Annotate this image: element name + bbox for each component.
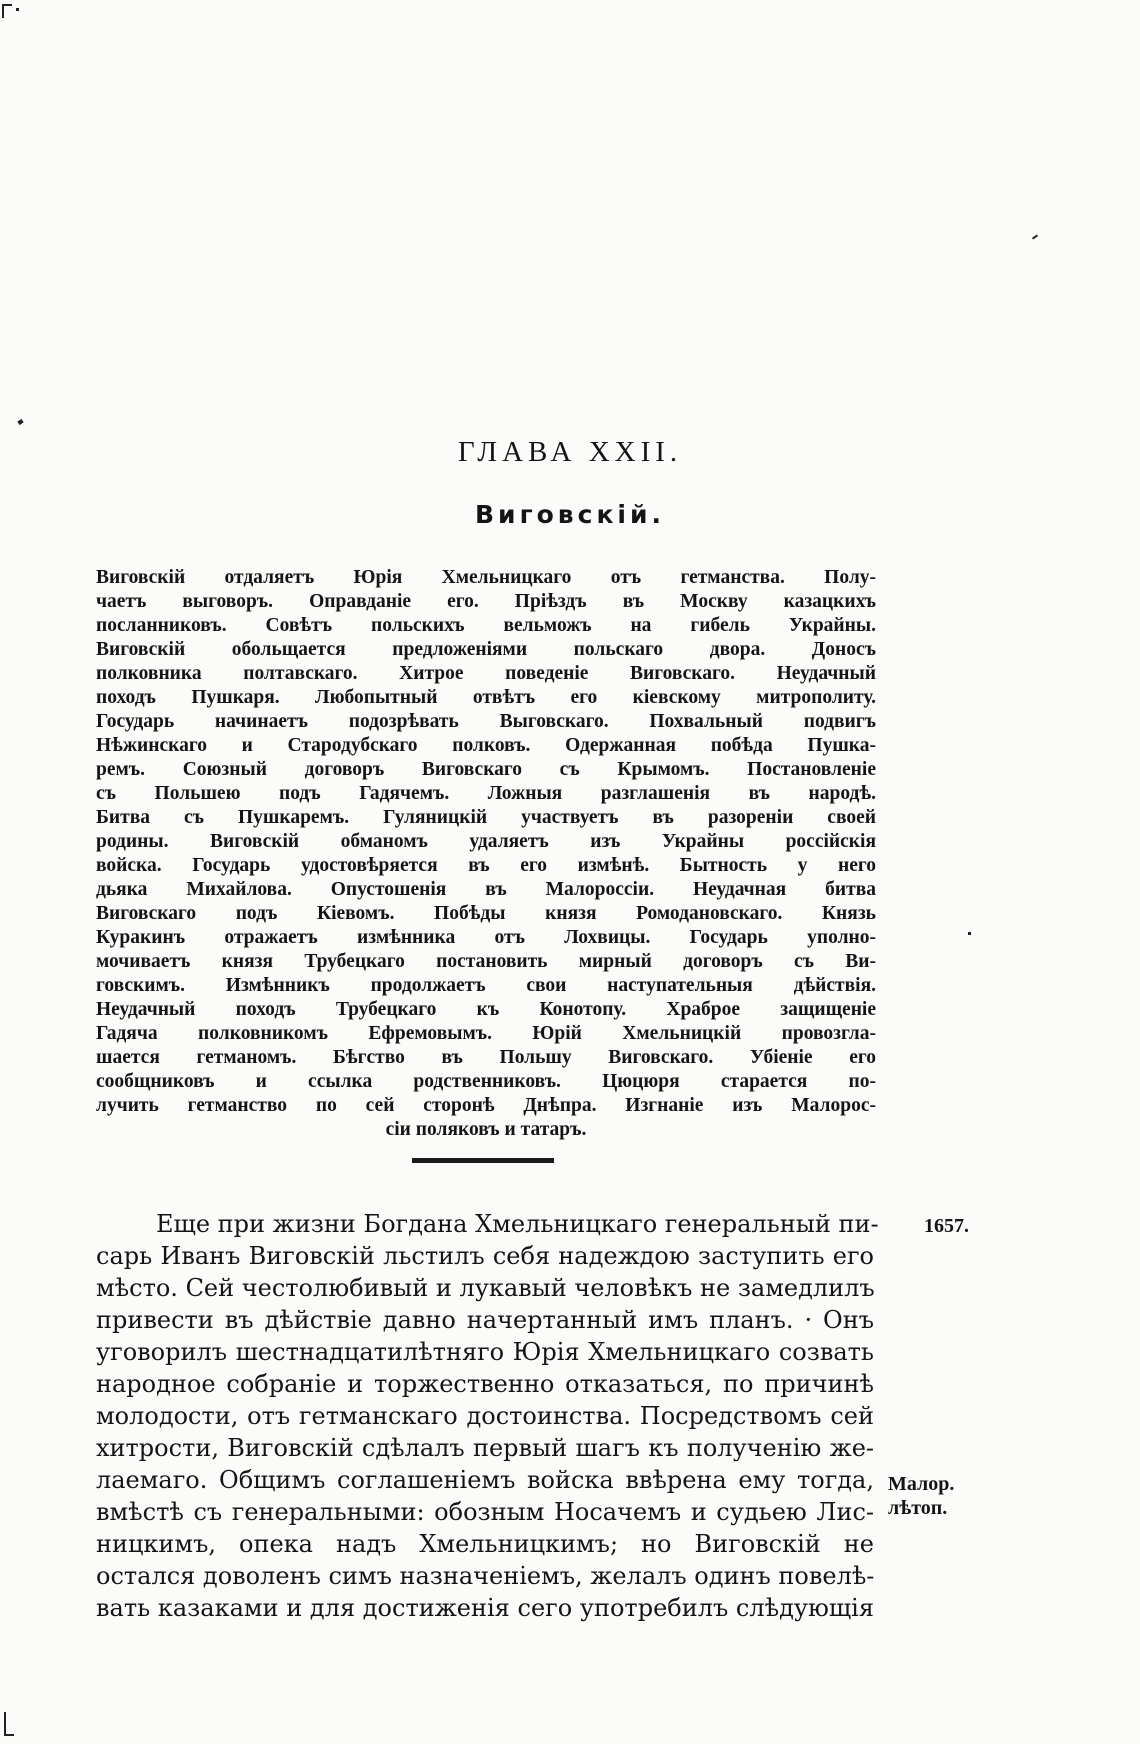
body-line: ницкимъ, опека надъ Хмельницкимъ; но Виговскій не xyxy=(96,1530,874,1558)
scan-speck xyxy=(16,8,19,11)
body-line: уговорилъ шестнадцатилѣтняго Юрія Хмельницкаго созвать xyxy=(96,1338,874,1366)
summary-line: чаетъ выговоръ. Оправданіе его. Пріѣздъ въ Москву казацкихъ xyxy=(96,591,876,612)
margin-year: 1657. xyxy=(924,1215,969,1237)
body-line: вать казаками и для достиженія сего употребилъ слѣдующія xyxy=(96,1594,874,1622)
summary-line: съ Польшею подъ Гадячемъ. Ложныя разглашенія въ народѣ. xyxy=(96,783,876,804)
summary-line: дьяка Михайлова. Опустошенія въ Малороссіи. Неудачная битва xyxy=(96,879,876,900)
summary-line: родины. Виговскій обманомъ удаляетъ изъ Украйны россійскія xyxy=(96,831,876,852)
scan-speck xyxy=(17,419,23,425)
scan-speck xyxy=(4,1712,6,1736)
body-line: вмѣстѣ съ генеральными: обозным Носачемъ и судьею Лис- xyxy=(96,1498,874,1526)
body-line: народное собраніе и торжественно отказаться, по причинѣ xyxy=(96,1370,874,1398)
summary-line: Виговскій обольщается предложеніями польскаго двора. Доносъ xyxy=(96,639,876,660)
body-line: молодости, отъ гетманскаго достоинства. Посредствомъ сей xyxy=(96,1402,874,1430)
body-line: привести въ дѣйствіе давно начертанный имъ планъ. · Онъ xyxy=(96,1306,874,1334)
scan-speck xyxy=(4,1734,14,1736)
summary-line: Гадяча полковникомъ Ефремовымъ. Юрій Хмельницкій провозгла- xyxy=(96,1023,876,1044)
body-line: Еще при жизни Богдана Хмельницкаго генеральный пи- xyxy=(156,1210,879,1238)
body-line: мѣсто. Сей честолюбивый и лукавый человѣкъ не замедлилъ xyxy=(96,1274,875,1302)
summary-line: шается гетманомъ. Бѣгство въ Польшу Виговскаго. Убіеніе его xyxy=(96,1047,876,1068)
summary-line: ремъ. Союзный договоръ Виговскаго съ Крымомъ. Постановленіе xyxy=(96,759,876,780)
summary-line: полковника полтавскаго. Хитрое поведеніе Виговскаго. Неудачный xyxy=(96,663,876,684)
summary-line: Виговскій отдаляетъ Юрія Хмельницкаго отъ гетманства. Полу- xyxy=(96,567,876,588)
summary-line: сіи поляковъ и татаръ. xyxy=(385,1119,587,1140)
summary-line: походъ Пушкаря. Любопытный отвѣтъ его кіевскому митрополиту. xyxy=(96,687,876,708)
summary-line: посланниковъ. Совѣтъ польскихъ вельможъ на гибель Украйны. xyxy=(96,615,876,636)
margin-source-line-1: Малор. xyxy=(888,1473,955,1495)
body-line: хитрости, Виговскій сдѣлалъ первый шагъ къ полученію же- xyxy=(96,1434,874,1462)
body-line: сарь Иванъ Виговскій льстилъ себя надеждою заступить его xyxy=(96,1242,874,1270)
scan-speck xyxy=(1032,234,1038,239)
summary-line: Неудачный походъ Трубецкаго къ Конотопу. Храброе защищеніе xyxy=(96,999,876,1020)
summary-line: Битва съ Пушкаремъ. Гуляницкій участвуетъ въ разореніи своей xyxy=(96,807,876,828)
summary-line: мочиваетъ князя Трубецкаго постановить мирный договоръ съ Ви- xyxy=(96,951,876,972)
summary-line: Куракинъ отражаетъ измѣнника отъ Лохвицы. Государь уполно- xyxy=(96,927,876,948)
chapter-heading: ГЛАВА XXII. xyxy=(457,436,683,468)
summary-line: Виговскаго подъ Кіевомъ. Побѣды князя Ромодановскаго. Князь xyxy=(96,903,876,924)
chapter-title: Виговскій. xyxy=(475,500,665,529)
summary-line: говскимъ. Измѣнникъ продолжаетъ свои наступательныя дѣйствія. xyxy=(96,975,876,996)
scan-speck xyxy=(968,932,971,935)
summary-line: сообщниковъ и ссылка родственниковъ. Цюцюря старается по- xyxy=(96,1071,876,1092)
summary-line: лучить гетманство по сей сторонѣ Днѣпра. Изгнаніе изъ Малорос- xyxy=(96,1095,876,1116)
scan-speck xyxy=(2,4,12,6)
section-divider xyxy=(412,1158,554,1163)
scan-speck xyxy=(2,4,4,18)
body-line: остался доволенъ симъ назначеніемъ, желалъ одинъ повелѣ- xyxy=(96,1562,875,1590)
summary-line: Нѣжинскаго и Стародубскаго полковъ. Одержанная побѣда Пушка- xyxy=(96,735,876,756)
summary-line: Государь начинаетъ подозрѣвать Выговскаго. Похвальный подвигъ xyxy=(96,711,876,732)
summary-line: войска. Государь удостовѣряется въ его измѣнѣ. Бытность у него xyxy=(96,855,876,876)
body-line: лаемаго. Общимъ соглашеніемъ войска ввѣрена ему тогда, xyxy=(96,1466,874,1494)
margin-source-line-2: лѣтоп. xyxy=(888,1497,948,1519)
